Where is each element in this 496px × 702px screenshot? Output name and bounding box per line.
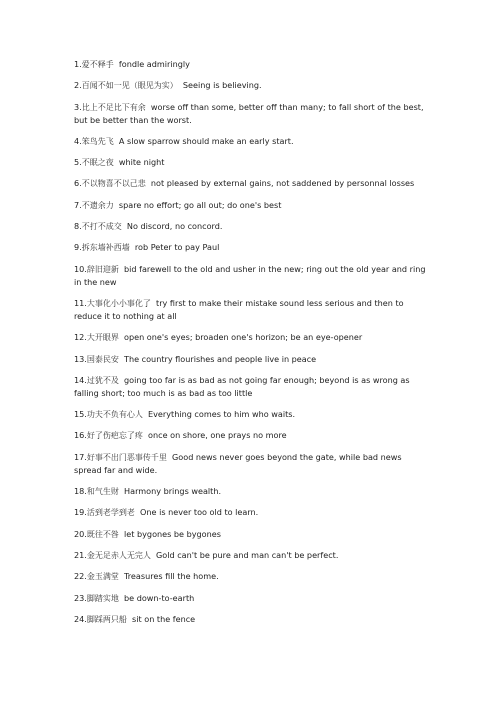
idiom-entry bbox=[74, 485, 428, 498]
idiom-entry bbox=[74, 613, 428, 626]
entry-number: 16. bbox=[74, 430, 87, 441]
english-translation: let bygones be bygones bbox=[124, 528, 221, 539]
entry-number: 20. bbox=[74, 528, 87, 539]
entry-number: 15. bbox=[74, 409, 87, 420]
entry-number: 13. bbox=[74, 353, 87, 364]
entry-number: 18. bbox=[74, 486, 87, 497]
entry-number: 2. bbox=[74, 80, 82, 91]
entry-number: 22. bbox=[74, 571, 87, 582]
chinese-idiom: 大开眼界 bbox=[86, 333, 119, 343]
chinese-idiom: 脚踏实地 bbox=[86, 593, 119, 603]
idiom-entry bbox=[74, 297, 428, 323]
idiom-entry bbox=[74, 156, 428, 169]
chinese-idiom: 好了伤疤忘了疼 bbox=[86, 431, 143, 441]
english-translation: try first to make their mistake sound less serious and then to reduce it to nothing at all bbox=[74, 297, 404, 321]
idiom-entry bbox=[74, 79, 428, 92]
chinese-idiom: 百闻不如一见（眼见为实） bbox=[81, 81, 178, 91]
english-translation: fondle admiringly bbox=[118, 59, 190, 69]
chinese-idiom: 拆东墙补西墙 bbox=[81, 243, 130, 253]
chinese-idiom: 金玉满堂 bbox=[86, 572, 119, 582]
chinese-idiom: 笨鸟先飞 bbox=[81, 136, 114, 146]
chinese-idiom: 活到老学到老 bbox=[86, 508, 135, 518]
chinese-idiom: 辞旧迎新 bbox=[86, 264, 119, 274]
idiom-entry bbox=[74, 408, 428, 421]
chinese-idiom: 大事化小小事化了 bbox=[86, 298, 151, 308]
entry-number: 8. bbox=[74, 221, 82, 232]
idiom-entry bbox=[74, 241, 428, 254]
chinese-idiom: 爱不释手 bbox=[81, 60, 114, 69]
chinese-idiom: 过犹不及 bbox=[86, 375, 119, 385]
entry-number: 12. bbox=[74, 332, 87, 343]
idiom-entry bbox=[74, 220, 428, 233]
english-translation: The country flourishes and people live in peace bbox=[124, 353, 317, 364]
entry-number: 10. bbox=[74, 263, 87, 274]
chinese-idiom: 功夫不负有心人 bbox=[86, 410, 143, 420]
english-translation: open one's eyes; broaden one's horizon; be an eye-opener bbox=[124, 332, 363, 343]
chinese-idiom: 比上不足比下有余 bbox=[81, 102, 146, 112]
chinese-idiom: 和气生财 bbox=[86, 487, 119, 497]
english-translation: going too far is as bad as not going far enough; beyond is as wrong as falling short; too much is as bad as too little bbox=[74, 374, 410, 398]
entry-number: 17. bbox=[74, 451, 87, 462]
english-translation: worse off than some, better off than many; to fall short of the best, but be better than the worst. bbox=[74, 101, 424, 125]
entry-number: 21. bbox=[74, 549, 87, 560]
chinese-idiom: 不以物喜不以己悲 bbox=[81, 179, 146, 189]
english-translation: Everything comes to him who waits. bbox=[148, 409, 296, 420]
english-translation: white night bbox=[118, 157, 165, 168]
english-translation: once on shore, one prays no more bbox=[148, 430, 287, 441]
english-translation: be down-to-earth bbox=[124, 592, 195, 603]
entry-number: 9. bbox=[74, 242, 82, 253]
entry-number: 24. bbox=[74, 613, 87, 624]
entry-number: 3. bbox=[74, 101, 82, 112]
chinese-idiom: 既往不咎 bbox=[86, 529, 119, 539]
idiom-entry bbox=[74, 528, 428, 541]
idiom-entry bbox=[74, 592, 428, 605]
idiom-entry bbox=[74, 58, 428, 71]
english-translation: Gold can't be pure and man can't be perfect. bbox=[156, 549, 339, 560]
idiom-entry bbox=[74, 353, 428, 366]
entry-number: 23. bbox=[74, 592, 87, 603]
chinese-idiom: 不眠之夜 bbox=[81, 158, 114, 168]
chinese-idiom: 好事不出门恶事传千里 bbox=[86, 452, 167, 462]
entry-number: 14. bbox=[74, 374, 87, 385]
idiom-entry bbox=[74, 374, 428, 400]
entry-number: 7. bbox=[74, 199, 82, 210]
entry-number: 11. bbox=[74, 297, 87, 308]
idiom-entry bbox=[74, 101, 428, 127]
idiom-entry bbox=[74, 549, 428, 562]
english-translation: spare no effort; go all out; do one's best bbox=[118, 199, 282, 210]
english-translation: Seeing is believing. bbox=[182, 80, 262, 91]
chinese-idiom: 脚踩两只船 bbox=[86, 614, 127, 624]
idiom-entry bbox=[74, 135, 428, 148]
chinese-idiom: 不打不成交 bbox=[81, 222, 122, 232]
entry-number: 19. bbox=[74, 507, 87, 518]
entry-number: 5. bbox=[74, 157, 82, 168]
english-translation: sit on the fence bbox=[132, 613, 196, 624]
english-translation: bid farewell to the old and usher in the new; ring out the old year and ring in the new bbox=[74, 263, 426, 287]
idiom-entry bbox=[74, 177, 428, 190]
chinese-idiom: 国泰民安 bbox=[86, 354, 119, 364]
entry-number: 6. bbox=[74, 178, 82, 189]
idiom-entry bbox=[74, 570, 428, 583]
english-translation: Harmony brings wealth. bbox=[124, 486, 222, 497]
idiom-entry bbox=[74, 451, 428, 477]
chinese-idiom: 不遗余力 bbox=[81, 200, 114, 210]
idiom-entry bbox=[74, 263, 428, 289]
english-translation: Good news never goes beyond the gate, while bad news spread far and wide. bbox=[74, 451, 402, 475]
idiom-entry bbox=[74, 506, 428, 519]
english-translation: Treasures fill the home. bbox=[124, 571, 219, 582]
idiom-entry bbox=[74, 331, 428, 344]
idiom-entry bbox=[74, 429, 428, 442]
english-translation: No discord, no concord. bbox=[126, 221, 223, 232]
idiom-entry bbox=[74, 199, 428, 212]
english-translation: A slow sparrow should make an early start. bbox=[118, 135, 294, 146]
english-translation: One is never too old to learn. bbox=[140, 507, 259, 518]
entry-number: 1. bbox=[74, 59, 82, 69]
english-translation: rob Peter to pay Paul bbox=[134, 242, 220, 253]
entry-number: 4. bbox=[74, 135, 82, 146]
english-translation: not pleased by external gains, not saddened by personnal losses bbox=[150, 178, 415, 189]
chinese-idiom: 金无足赤人无完人 bbox=[86, 550, 151, 560]
